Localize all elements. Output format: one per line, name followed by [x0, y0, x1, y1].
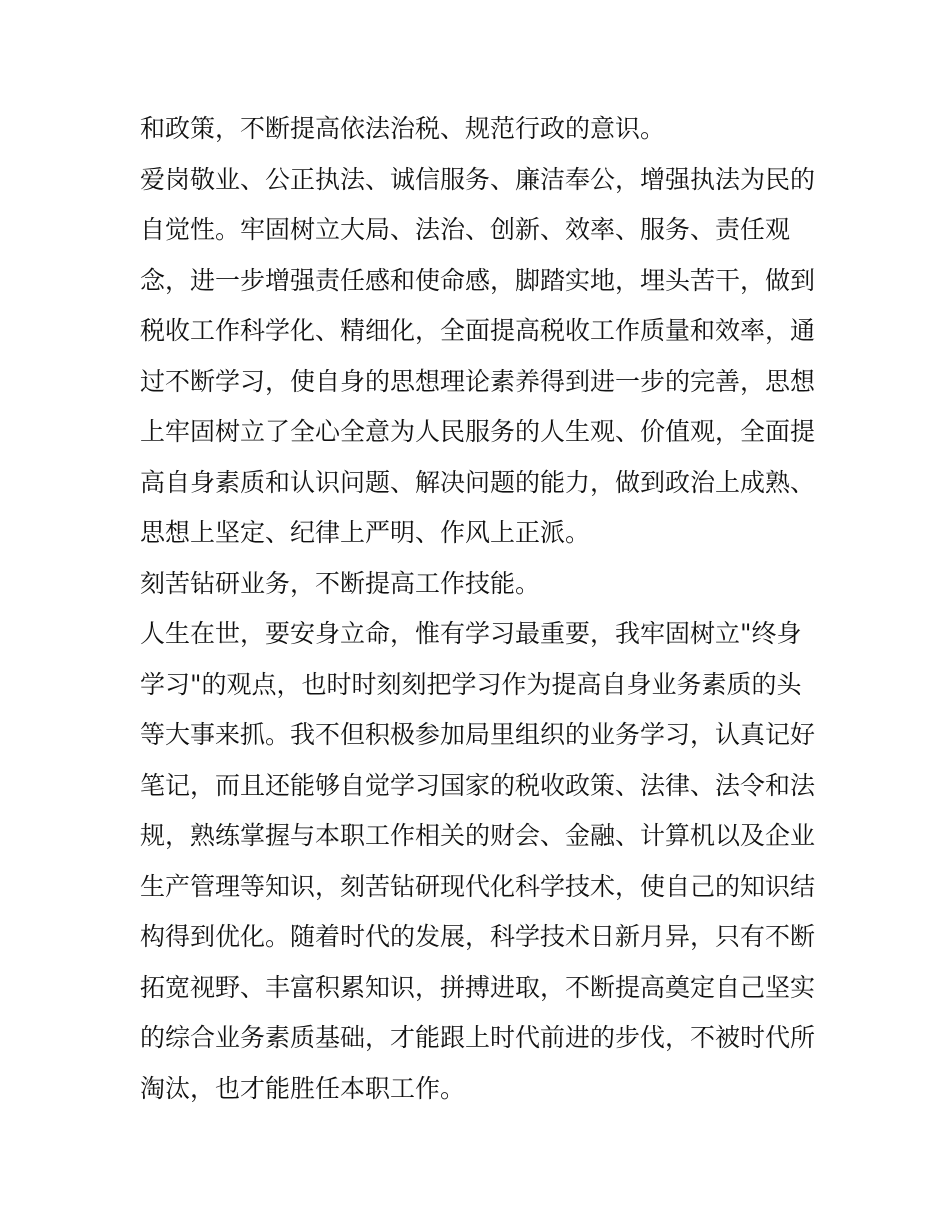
text-line: 和政策，不断提高依法治税、规范行政的意识。 [140, 114, 666, 143]
text-line: 思想上坚定、纪律上严明、作风上正派。 [140, 518, 591, 547]
text-line: 笔记，而且还能够自觉学习国家的税收政策、法律、法令和法 [140, 770, 816, 800]
text-line: 人生在世，要安身立命，惟有学习最重要，我牢固树立"终身 [140, 619, 802, 648]
text-line: 高自身素质和认识问题、解决问题的能力，做到政治上成熟、 [140, 467, 816, 497]
text-line: 的综合业务素质基础，才能跟上时代前进的步伐，不被时代所 [140, 1023, 816, 1052]
text-line: 淘汰，也才能胜任本职工作。 [140, 1073, 466, 1103]
text-line: 构得到优化。随着时代的发展，科学技术日新月异，只有不断 [140, 922, 816, 951]
text-line: 自觉性。牢固树立大局、法治、创新、效率、服务、责任观 [140, 215, 791, 244]
text-line: 爱岗敬业、公正执法、诚信服务、廉洁奉公，增强执法为民的 [140, 164, 816, 194]
text-line: 学习"的观点，也时时刻刻把学习作为提高自身业务素质的头 [140, 669, 802, 699]
text-line: 规，熟练掌握与本职工作相关的财会、金融、计算机以及企业 [140, 821, 816, 850]
body-text [140, 104, 830, 1114]
text-line: 等大事来抓。我不但积极参加局里组织的业务学习，认真记好 [140, 720, 816, 749]
text-line: 念，进一步增强责任感和使命感，脚踏实地，埋头苦干，做到 [140, 265, 816, 295]
text-line: 生产管理等知识，刻苦钻研现代化科学技术，使自己的知识结 [140, 871, 816, 901]
text-line: 刻苦钻研业务，不断提高工作技能。 [140, 568, 541, 598]
text-line: 上牢固树立了全心全意为人民服务的人生观、价值观，全面提 [140, 417, 816, 446]
text-line: 税收工作科学化、精细化，全面提高税收工作质量和效率，通 [140, 316, 816, 345]
text-line: 拓宽视野、丰富积累知识，拼搏进取，不断提高奠定自己坚实 [140, 972, 816, 1002]
text-line: 过不断学习，使自身的思想理论素养得到进一步的完善，思想 [140, 366, 816, 396]
